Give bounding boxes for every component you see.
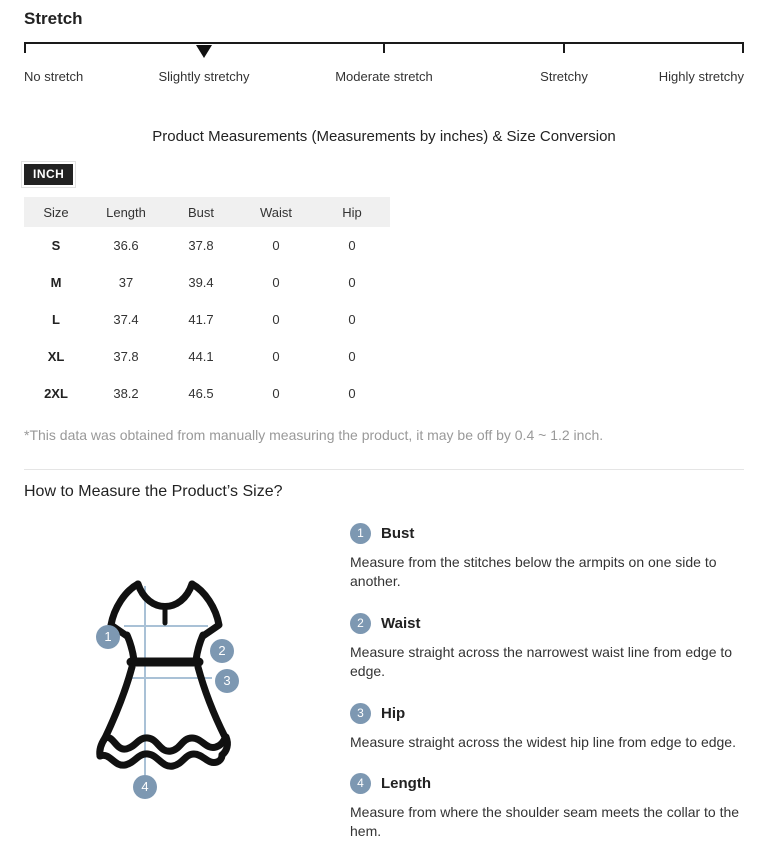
stretch-tick-highly [742, 44, 744, 53]
waist-value: 0 [272, 386, 280, 401]
waist-value: 0 [272, 312, 280, 327]
stretch-tick-stretchy [563, 44, 565, 53]
measurement-disclaimer: *This data was obtained from manually measuring the product, it may be off by 0.4 ~ 1.2 inch. [24, 427, 604, 443]
instruction-waist [350, 613, 744, 681]
stretch-label-moderate: Moderate stretch [335, 69, 433, 84]
stretch-label-stretchy: Stretchy [540, 69, 588, 84]
dress-outline-icon [78, 568, 328, 836]
stretch-section-title: Stretch [24, 9, 83, 28]
instruction-bust [350, 523, 744, 591]
size-value: XL [47, 349, 65, 364]
diagram-marker-hip: 3 [215, 669, 239, 693]
instruction-head [350, 703, 744, 724]
table-row [24, 264, 390, 301]
hip-value: 0 [348, 349, 356, 364]
unit-toggle-inch[interactable]: INCH [24, 164, 73, 185]
instruction-label: Length [381, 775, 431, 793]
how-to-measure-section [0, 509, 768, 863]
length-value: 36.6 [113, 238, 139, 253]
instruction-head [350, 773, 744, 794]
diagram-marker-waist: 2 [210, 639, 234, 663]
measure-instructions [350, 509, 744, 863]
stretch-tick-moderate [383, 44, 385, 53]
size-value: S [51, 238, 61, 253]
stretch-tick-no-stretch [24, 44, 26, 53]
hip-value: 0 [348, 386, 356, 401]
step-number-badge: 2 [350, 613, 371, 634]
col-header-waist: Waist [238, 197, 314, 227]
stretch-marker-icon [196, 45, 212, 58]
instruction-label: Waist [381, 614, 421, 632]
waist-value: 0 [272, 275, 280, 290]
instruction-head [350, 523, 744, 544]
diagram-marker-length: 4 [133, 775, 157, 799]
table-row [24, 375, 390, 412]
instruction-description: Measure straight across the narrowest waist line from edge to edge. [350, 643, 733, 679]
instruction-head [350, 613, 744, 634]
table-row [24, 338, 390, 375]
size-table [24, 197, 390, 412]
instruction-description: Measure from the stitches below the armpits on one side to another. [350, 554, 717, 589]
section-divider [24, 469, 744, 470]
bust-value: 37.8 [188, 238, 214, 253]
stretch-label-slightly: Slightly stretchy [158, 69, 250, 84]
size-value: L [52, 312, 60, 327]
hip-value: 0 [348, 275, 356, 290]
col-header-size: Size [24, 197, 88, 227]
waist-value: 0 [272, 349, 280, 364]
dress-illustration [78, 568, 328, 836]
stretch-scale [24, 42, 744, 128]
bust-value: 46.5 [188, 386, 214, 401]
size-value: 2XL [44, 386, 68, 401]
hip-value: 0 [348, 238, 356, 253]
stretch-label-highly: Highly stretchy [658, 69, 744, 84]
table-row [24, 301, 390, 338]
step-number-badge: 3 [350, 703, 371, 724]
col-header-length: Length [88, 197, 164, 227]
hip-value: 0 [348, 312, 356, 327]
how-to-measure-title: How to Measure the Product’s Size? [24, 483, 283, 500]
col-header-hip: Hip [314, 197, 390, 227]
bust-value: 41.7 [188, 312, 214, 327]
length-value: 37 [118, 275, 134, 290]
waist-value: 0 [272, 238, 280, 253]
bust-value: 39.4 [188, 275, 214, 290]
size-table-header-row [24, 197, 390, 227]
col-header-bust: Bust [164, 197, 238, 227]
instruction-description: Measure from where the shoulder seam meets the collar to the hem. [350, 804, 740, 840]
diagram-marker-bust: 1 [96, 625, 120, 649]
stretch-labels [24, 69, 744, 85]
table-row [24, 227, 390, 264]
size-value: M [50, 275, 62, 290]
instruction-label: Hip [381, 704, 406, 722]
instruction-length [350, 773, 744, 841]
instruction-description: Measure straight across the widest hip line from edge to edge. [350, 733, 736, 750]
stretch-label-no-stretch: No stretch [24, 69, 84, 84]
instruction-hip [350, 703, 744, 752]
step-number-badge: 4 [350, 773, 371, 794]
length-value: 38.2 [113, 386, 139, 401]
length-value: 37.4 [113, 312, 139, 327]
step-number-badge: 1 [350, 523, 371, 544]
length-value: 37.8 [113, 349, 139, 364]
measurements-title: Product Measurements (Measurements by inches) & Size Conversion [152, 128, 616, 145]
instruction-label: Bust [381, 525, 415, 542]
bust-value: 44.1 [188, 349, 214, 364]
dress-diagram [24, 509, 350, 841]
